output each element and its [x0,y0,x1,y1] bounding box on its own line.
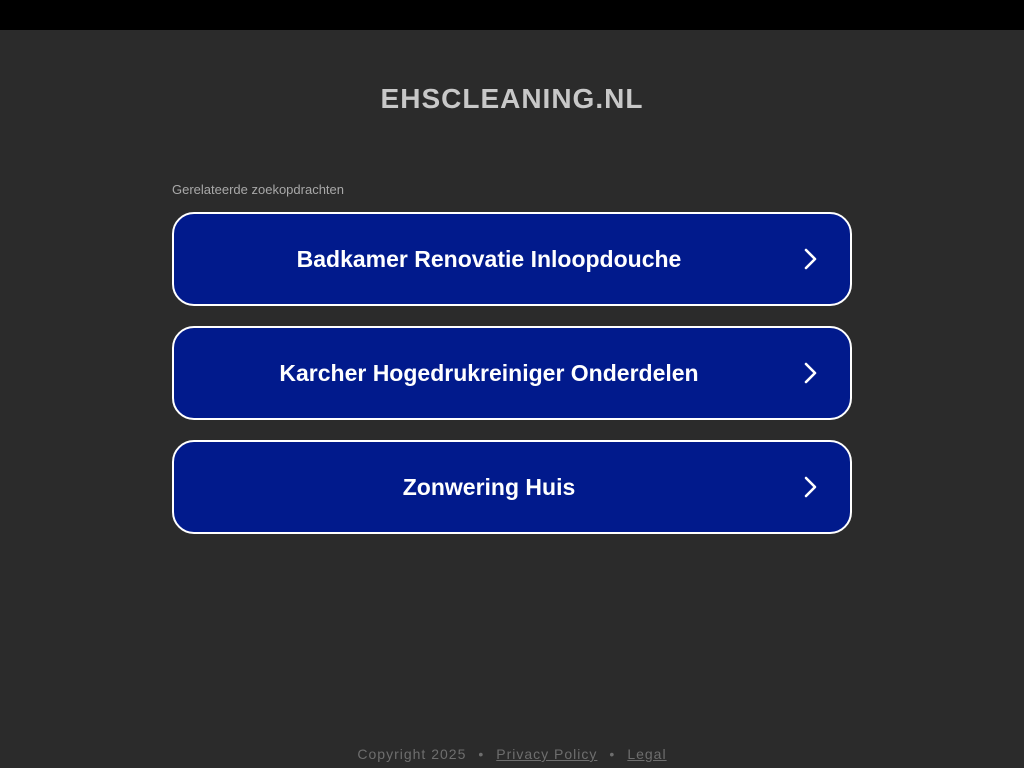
footer-separator: • [609,746,616,762]
related-links-list [172,212,852,554]
related-link-label: Badkamer Renovatie Inloopdouche [296,246,682,272]
domain-title: EHSCLEANING.NL [380,83,644,114]
footer [0,745,1024,763]
related-link-1[interactable] [172,212,852,306]
chevron-right-icon [798,361,822,385]
footer-separator: • [478,746,485,762]
related-searches-heading: Gerelateerde zoekopdrachten [172,182,345,197]
related-link-2[interactable] [172,326,852,420]
copyright-text: Copyright 2025 [357,746,467,762]
related-link-label: Zonwering Huis [402,474,576,500]
related-link-label: Karcher Hogedrukreiniger Onderdelen [279,360,699,386]
related-link-3[interactable] [172,440,852,534]
legal-link[interactable]: Legal [627,746,667,762]
privacy-policy-link[interactable]: Privacy Policy [496,746,598,762]
chevron-right-icon [798,247,822,271]
chevron-right-icon [798,475,822,499]
top-bar [0,0,1024,30]
